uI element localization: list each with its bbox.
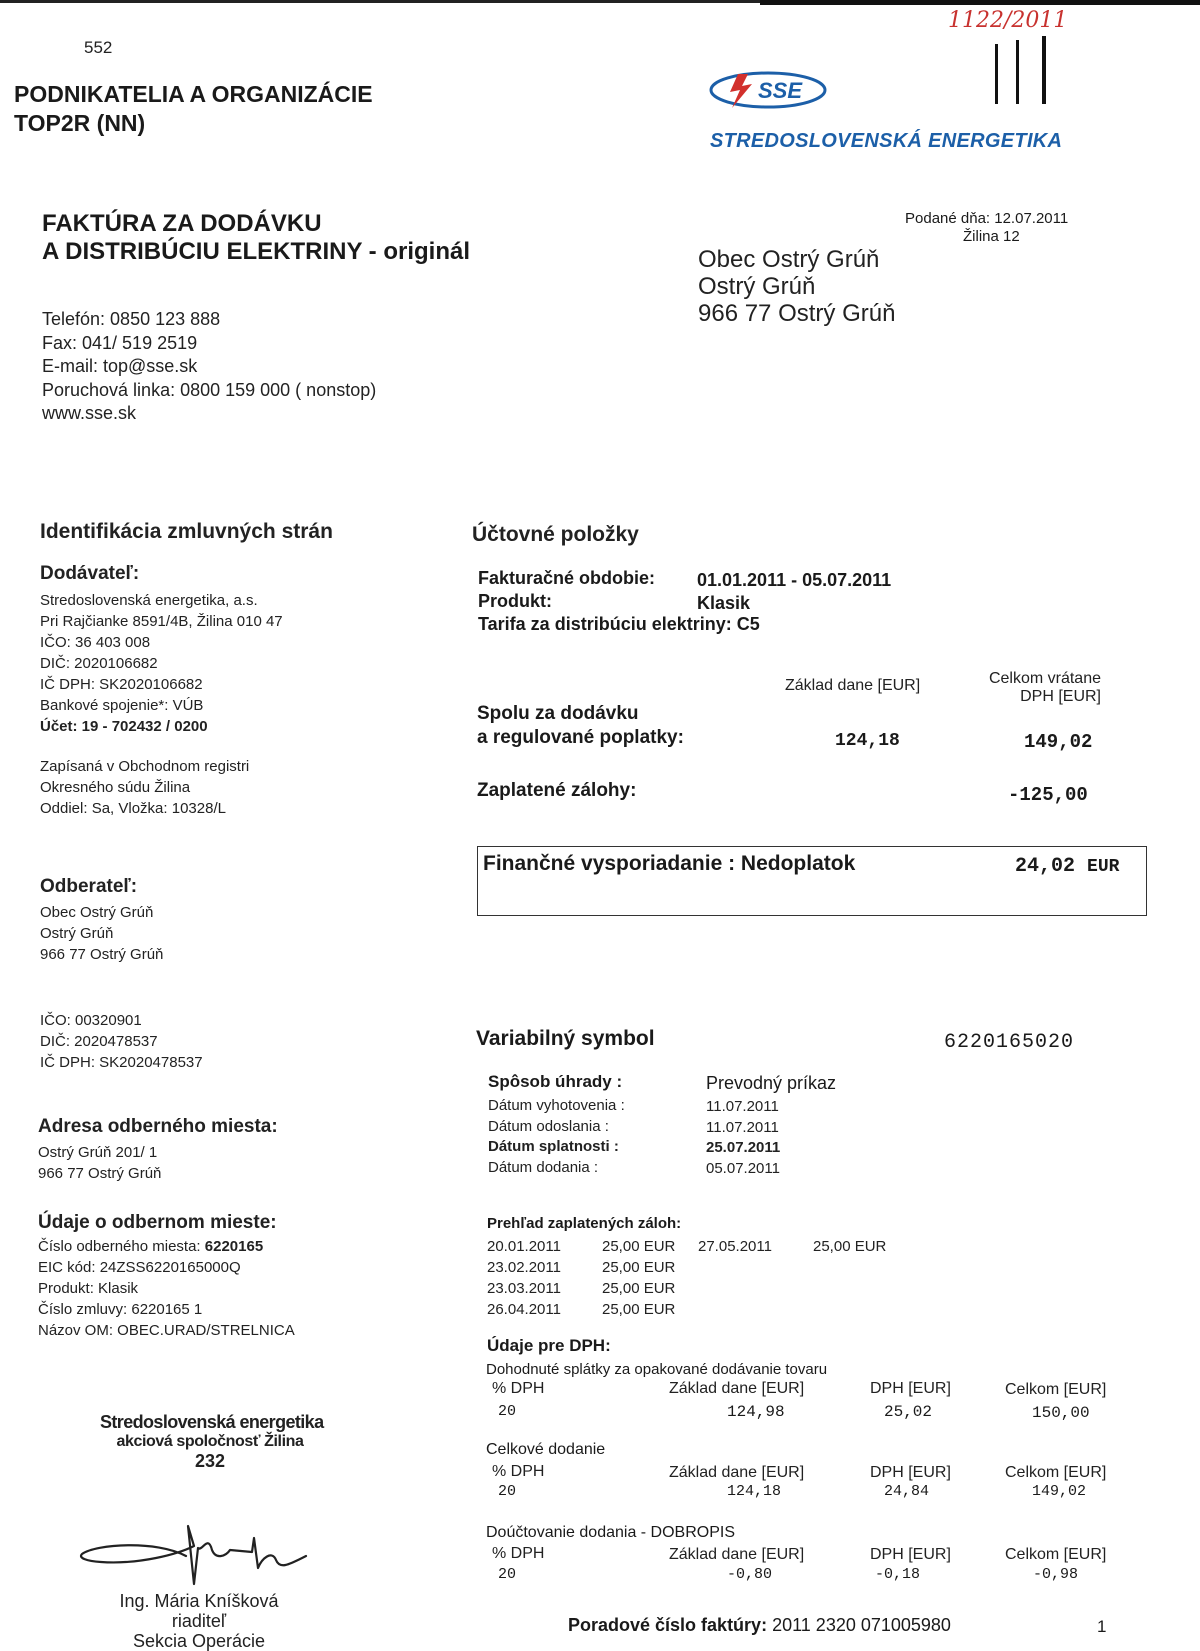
supply-address-line: 966 77 Ostrý Grúň [38, 1165, 162, 1182]
contact-block [42, 308, 376, 426]
vat-rate-value: 20 [498, 1566, 517, 1583]
svg-text:SSE: SSE [758, 78, 803, 103]
tariff-label: Tarifa za distribúciu elektriny: [478, 614, 732, 634]
vat-base-header: Základ dane [EUR] [669, 1546, 805, 1563]
col-header-total-line1: Celkom vrátane [988, 670, 1101, 687]
vat-total-header: Celkom [EUR] [1005, 1381, 1107, 1398]
settlement-amount [1015, 855, 1119, 878]
handwritten-reference: 1122/2011 [948, 8, 1068, 33]
customer-line: Ostrý Grúň [40, 925, 114, 942]
contact-fax: Fax: 041/ 519 2519 [42, 332, 198, 353]
recipient-line: Obec Ostrý Grúň [698, 246, 880, 273]
supply-point-number-value: 6220165 [204, 1238, 264, 1255]
supplier-line: IČ DPH: SK2020106682 [40, 676, 203, 693]
vat-rate-header: % DPH [492, 1545, 545, 1562]
page-number-top: 552 [84, 38, 113, 57]
settlement-currency: EUR [1087, 857, 1120, 877]
mark-bar [995, 44, 998, 104]
customer-id-line: DIČ: 2020478537 [40, 1033, 158, 1050]
vat-total-header: Celkom [EUR] [1005, 1546, 1107, 1563]
stamp-line-1: Stredoslovenská energetika [100, 1412, 324, 1432]
vat-block-title: Doúčtovanie dodania - DOBROPIS [486, 1524, 736, 1541]
deposits-value: -125,00 [1008, 784, 1088, 806]
vat-base-header: Základ dane [EUR] [669, 1464, 805, 1481]
vat-vat-header: DPH [EUR] [870, 1546, 951, 1563]
supplier-line: Pri Rajčianke 8591/4B, Žilina 010 47 [40, 613, 283, 630]
recipient-line: Ostrý Grúň [698, 273, 816, 300]
company-stamp [100, 1412, 324, 1472]
registry-line: Okresného súdu Žilina [40, 779, 191, 796]
supply-total-label [477, 702, 684, 750]
supplier-line: IČO: 36 403 008 [40, 634, 151, 651]
supply-label-line1: Spolu za dodávku [477, 703, 639, 724]
supply-address-line: Ostrý Grúň 201/ 1 [38, 1144, 158, 1161]
registry-line: Oddiel: Sa, Vložka: 10328/L [40, 800, 226, 817]
vat-label: Údaje pre DPH: [487, 1336, 611, 1355]
supply-point-label: Údaje o odbernom mieste: [38, 1212, 277, 1233]
signature-icon [76, 1520, 316, 1590]
sse-logo [708, 70, 828, 115]
payment-label: Spôsob úhrady : [488, 1072, 623, 1091]
segment-line-2: TOP2R (NN) [14, 110, 146, 136]
invoice-title [42, 210, 470, 266]
vat-rate-header: % DPH [492, 1380, 545, 1397]
vat-total-value: 149,02 [1032, 1483, 1087, 1500]
contact-hotline: Poruchová linka: 0800 159 000 ( nonstop) [42, 379, 377, 400]
vat-block-title: Dohodnuté splátky za opakované dodávanie tovaru [486, 1361, 828, 1378]
vat-rate-value: 20 [498, 1483, 517, 1500]
invoice-number-value: 2011 2320 071005980 [772, 1615, 951, 1635]
supply-address-label: Adresa odberného miesta: [38, 1116, 278, 1137]
vat-vat-value: 24,84 [884, 1483, 930, 1500]
posted-date: Podané dňa: 12.07.2011 [905, 210, 1069, 227]
deposit-date: 20.01.2011 [487, 1238, 561, 1255]
deposit-date: 23.03.2011 [487, 1280, 561, 1297]
recipient-address [698, 246, 895, 327]
dates-labels [488, 1096, 625, 1178]
invoice-number-label: Poradové číslo faktúry: [568, 1615, 768, 1635]
vat-base-value: 124,18 [727, 1483, 782, 1500]
customer-line: 966 77 Ostrý Grúň [40, 946, 164, 963]
customer-segment [14, 80, 373, 138]
stamp-line-3: 232 [194, 1451, 226, 1471]
vat-total-header: Celkom [EUR] [1005, 1464, 1107, 1481]
product-value: Klasik [697, 593, 751, 613]
supply-point-line: Číslo zmluvy: 6220165 1 [38, 1301, 203, 1318]
col-header-total [985, 670, 1101, 706]
deposit-amount: 25,00 EUR [602, 1280, 676, 1297]
deposit-date: 26.04.2011 [487, 1301, 561, 1318]
tariff-value: C5 [736, 614, 760, 634]
date-label: Dátum splatnosti : [488, 1138, 619, 1155]
period-value: 01.01.2011 - 05.07.2011 [697, 570, 892, 590]
recipient-line: 966 77 Ostrý Grúň [698, 300, 896, 327]
supplier-label: Dodávateľ: [40, 563, 140, 584]
items-heading: Účtovné položky [472, 523, 639, 546]
vat-base-header: Základ dane [EUR] [669, 1380, 805, 1397]
deposit-amount: 25,00 EUR [602, 1259, 676, 1276]
deposit-amount: 25,00 EUR [813, 1238, 887, 1255]
tariff-line [478, 613, 760, 636]
customer-details [40, 902, 163, 965]
contact-web: www.sse.sk [42, 403, 137, 423]
supplier-line: DIČ: 2020106682 [40, 655, 158, 672]
supplier-line: Bankové spojenie*: VÚB [40, 697, 204, 714]
supplier-details [40, 590, 283, 737]
deposits-overview-amounts [602, 1236, 675, 1320]
signer-name: Ing. Mária Kníšková [119, 1591, 279, 1611]
signer-block [114, 1591, 284, 1651]
deposit-amount: 25,00 EUR [602, 1238, 676, 1255]
deposits-overview-dates [487, 1236, 561, 1320]
date-value: 05.07.2011 [706, 1159, 780, 1177]
date-label: Dátum vyhotovenia : [488, 1097, 625, 1114]
signer-role: riaditeľ [171, 1611, 227, 1631]
supply-total-value: 149,02 [1024, 731, 1093, 753]
billing-meta-values [697, 569, 891, 615]
vat-block-title: Celkové dodanie [486, 1441, 606, 1458]
customer-id-line: IČ DPH: SK2020478537 [40, 1054, 203, 1071]
mark-bar [1016, 40, 1019, 104]
customer-id-line: IČO: 00320901 [40, 1012, 142, 1029]
vat-total-value: -0,98 [1033, 1566, 1079, 1583]
vat-vat-value: -0,18 [875, 1566, 921, 1583]
signature [76, 1520, 316, 1595]
supply-point-line: Produkt: Klasik [38, 1280, 139, 1297]
posted-office: Žilina 12 [963, 228, 1020, 245]
deposits-label: Zaplatené zálohy: [477, 780, 637, 801]
deposit-date: 27.05.2011 [698, 1238, 772, 1255]
settlement-value: 24,02 [1015, 855, 1076, 878]
top-border-line-heavy [760, 0, 1200, 5]
date-value: 25.07.2011 [706, 1139, 781, 1156]
payment-value: Prevodný príkaz [706, 1073, 837, 1093]
vs-value: 6220165020 [944, 1031, 1075, 1054]
vs-label: Variabilný symbol [476, 1027, 655, 1050]
supplier-registry [40, 756, 249, 819]
vat-base-value: -0,80 [727, 1566, 773, 1583]
supplier-line: Stredoslovenská energetika, a.s. [40, 592, 258, 609]
deposits-overview-label: Prehľad zaplatených záloh: [487, 1215, 682, 1232]
vat-vat-value: 25,02 [884, 1403, 933, 1421]
product-label: Produkt: [478, 591, 552, 611]
customer-line: Obec Ostrý Grúň [40, 904, 154, 921]
deposit-amount: 25,00 EUR [602, 1301, 676, 1318]
vat-total-value: 150,00 [1032, 1404, 1090, 1422]
parties-heading: Identifikácia zmluvných strán [40, 520, 333, 543]
brand-name: STREDOSLOVENSKÁ ENERGETIKA [710, 130, 1063, 152]
title-line-2: A DISTRIBÚCIU ELEKTRINY - originál [42, 238, 471, 265]
col-header-base: Základ dane [EUR] [785, 677, 921, 694]
stamp-line-2: akciová spoločnosť Žilina [116, 1433, 304, 1450]
title-line-1: FAKTÚRA ZA DODÁVKU [42, 210, 322, 237]
vat-vat-header: DPH [EUR] [870, 1380, 951, 1397]
vat-rate-value: 20 [498, 1403, 517, 1420]
customer-label: Odberateľ: [40, 876, 138, 897]
mark-bar [1042, 36, 1046, 104]
vat-vat-header: DPH [EUR] [870, 1464, 951, 1481]
date-label: Dátum odoslania : [488, 1117, 609, 1135]
date-label: Dátum dodania : [488, 1158, 599, 1176]
supply-label-line2: a regulované poplatky: [477, 727, 684, 748]
customer-ids [40, 1010, 203, 1073]
deposit-date: 23.02.2011 [487, 1259, 561, 1276]
supply-point-number-label: Číslo odberného miesta: [38, 1238, 205, 1255]
contact-phone: Telefón: 0850 123 888 [42, 309, 221, 329]
supply-point-number [38, 1236, 295, 1257]
col-header-total-line2: DPH [EUR] [1020, 688, 1101, 705]
supplier-account: Účet: 19 - 702432 / 0200 [40, 718, 208, 735]
supply-point-details [38, 1236, 295, 1341]
sse-logo-icon [708, 70, 828, 110]
date-value: 11.07.2011 [706, 1098, 779, 1115]
page-number: 1 [1097, 1617, 1107, 1636]
supply-address [38, 1142, 161, 1184]
vat-base-value: 124,98 [727, 1403, 785, 1421]
period-label: Fakturačné obdobie: [478, 568, 656, 588]
supply-base-value: 124,18 [835, 731, 900, 751]
segment-line-1: PODNIKATELIA A ORGANIZÁCIE [14, 81, 373, 107]
signer-dept: Sekcia Operácie [132, 1631, 266, 1651]
dates-values [706, 1097, 780, 1179]
posted-info [905, 210, 1068, 246]
supply-point-line: Názov OM: OBEC.URAD/STRELNICA [38, 1322, 295, 1339]
vat-rate-header: % DPH [492, 1463, 545, 1480]
contact-email: E-mail: top@sse.sk [42, 356, 198, 376]
date-value: 11.07.2011 [706, 1118, 779, 1136]
invoice-number [568, 1615, 951, 1636]
supply-point-line: EIC kód: 24ZSS6220165000Q [38, 1259, 241, 1276]
settlement-label: Finančné vysporiadanie : Nedoplatok [483, 852, 856, 875]
registry-line: Zapísaná v Obchodnom registri [40, 758, 250, 775]
